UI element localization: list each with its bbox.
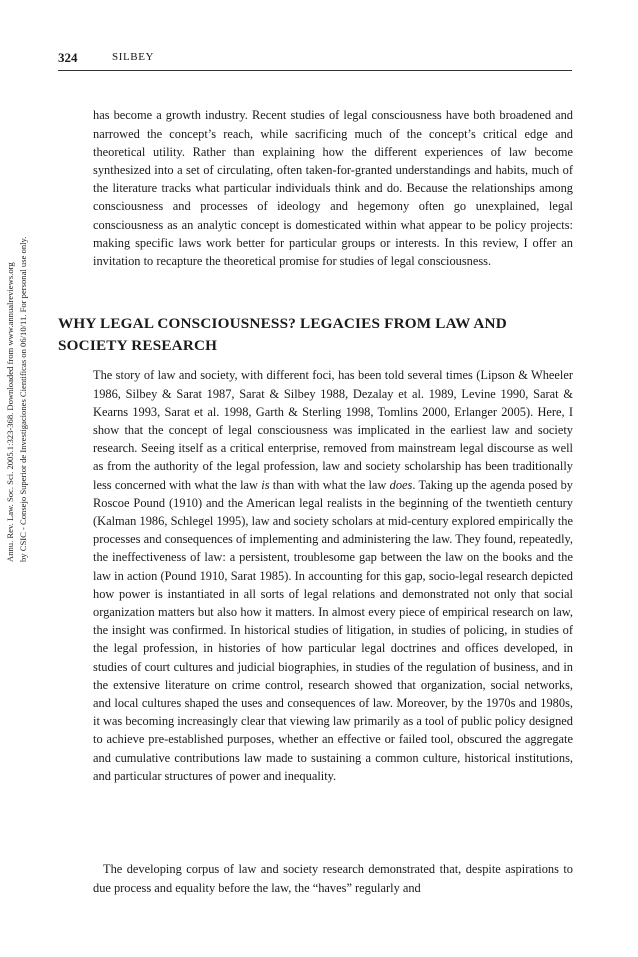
paragraph-2-text-3: . Taking up the agenda posed by Roscoe Pound (1910) and the American legal realists in the beginning of the twentieth century (Kalman 1986, Schlegel 1995), law and society scholars at mid-century explored empirically the processes and consequences of implementing and administering the law. They found, repeatedly, the ineffectiveness of law: a persistent, troublesome gap between the law on the books and the law in action (Pound 1910, Sarat 1985). In accounting for this gap, socio-legal research depicted how power is instantiated in all sorts of legal relations and demonstrated not only that social organization matters but also how it matters. In almost every piece of empirical research on law, the insight was confirmed. In historical studies of litigation, in studies of policing, in studies of the legal profession, in histories of how particular legal doctrines and offices developed, in studies of court cultures and judicial biographies, in studies of the regulation of business, and in the extensive literature on crime control, research showed that organization, social networks, and local cultures shaped the uses and consequences of law. Moreover, by the 1970s and 1980s, it was becoming increasingly clear that viewing law primarily as a tool of public policy designed to achieve pre-established purposes, whether an effective or failed tool, obscured the aggregate and cumulative contributions law made to sustaining a common culture, historical institutions, and particular structures of power and inequality. (93, 477, 574, 783)
watermark-line-1: Annu. Rev. Law. Soc. Sci. 2005.1:323-368. Downloaded from www.annualreviews.org (5, 262, 15, 562)
body-paragraph-3: The developing corpus of law and society research demonstrated that, despite aspirations to due process and equality before the law, the “haves” regularly and (93, 862, 573, 895)
page-header (58, 50, 572, 71)
paragraph-2-text-1: The story of law and society, with different foci, has been told several times (Lipson & Wheeler 1986, Silbey & Sarat 1987, Sarat & Silbey 1988, Dezalay et al. 1989, Levine 1990, Sarat & Kearns 1993, Sarat et al. 1998, Garth & Sterling 1998, Tomlins 2000, Erlanger 2005). Here, I show that the concept of legal consciousness was implicated in the earliest law and society research. Seeing itself as a critical enterprise, removed from mainstream legal discourse as well as from the authority of the legal profession, law and society scholarship has been traditionally less concerned with what the law (93, 368, 573, 492)
download-watermark (4, 232, 30, 562)
emphasis-is: is (261, 477, 270, 492)
section-heading: WHY LEGAL CONSCIOUSNESS? LEGACIES FROM LAW AND SOCIETY RESEARCH (58, 314, 507, 354)
watermark-line-2: by CSIC - Consejo Superior de Investigaciones Cientificas on 06/10/11. For personal use only. (18, 236, 28, 562)
emphasis-does: does (389, 477, 413, 492)
body-paragraph-2 (93, 366, 573, 785)
body-paragraph-1: has become a growth industry. Recent studies of legal consciousness have both broadened and narrowed the concept’s reach, while sacrificing much of the concept’s critical edge and theoretical utility. Rather than explaining how the different experiences of law become synthesized into a set of circulating, often taken-for-granted understandings and habits, much of the literature tracks what particular individuals think and do. Because the relationships among consciousness and processes of ideology and hegemony often go unexplained, legal consciousness as an analytic concept is domesticated within what appear to be policy projects: making specific laws work better for particular groups or interests. In this review, I offer an invitation to recapture the theoretical promise for studies of legal consciousness. (93, 108, 573, 269)
page-number: 324 (58, 50, 78, 65)
paragraph-2-text-2: than with what the law (269, 477, 390, 492)
running-head: SILBEY (112, 51, 155, 63)
